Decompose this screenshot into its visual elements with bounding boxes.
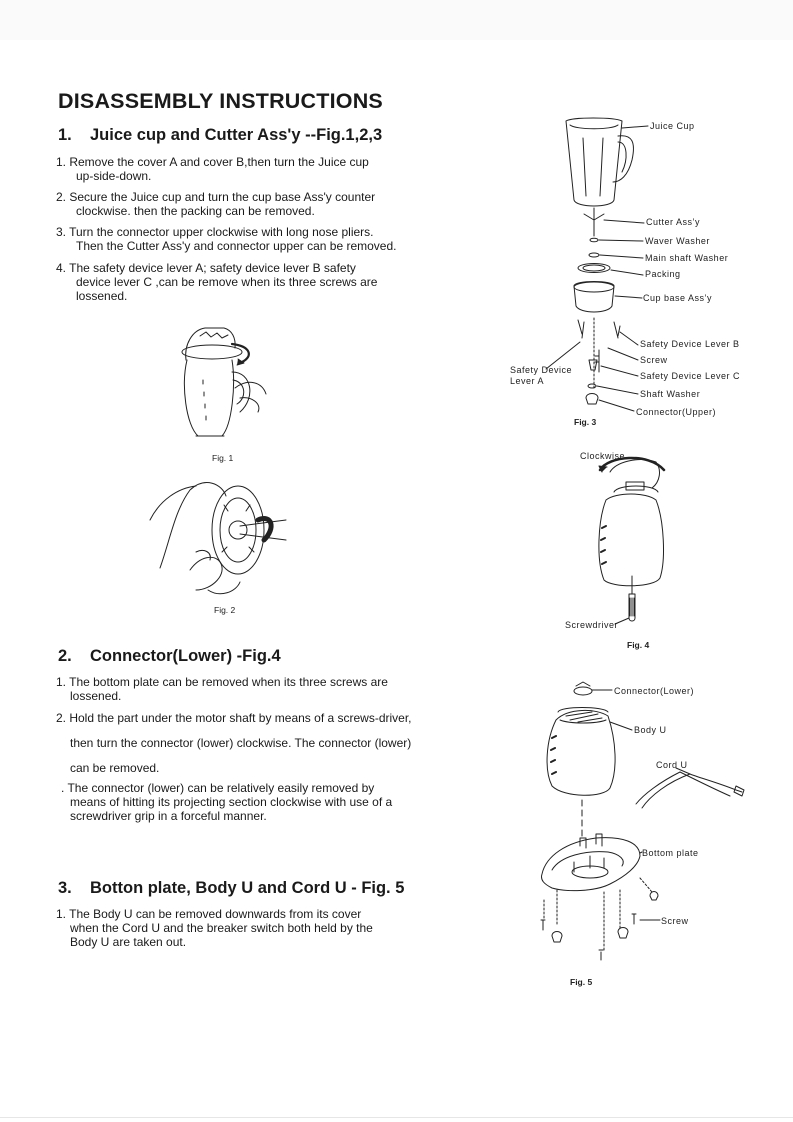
step-line: when the Cord U and the breaker switch both held by the (70, 921, 373, 935)
fig5-label-body-u: Body U (634, 725, 667, 735)
fig5-label-connector-lower: Connector(Lower) (614, 686, 695, 696)
step-line: lossened. (70, 689, 122, 703)
fig3-label-cup-base: Cup base Ass’y (643, 293, 713, 303)
step-line: 1. The Body U can be removed downwards from its cover (56, 907, 362, 921)
fig3-label-shaft-washer: Shaft Washer (640, 389, 701, 399)
fig3-label-connector-upper: Connector(Upper) (636, 407, 717, 417)
step-line: lossened. (76, 289, 128, 303)
fig5-caption: Fig. 5 (570, 977, 593, 987)
fig5-label-screw: Screw (661, 916, 689, 926)
section-heading-text: Botton plate, Body U and Cord U - Fig. 5 (90, 879, 405, 897)
step-line: screwdriver grip in a forceful manner. (70, 809, 267, 823)
step-line: 4. The safety device lever A; safety device lever B safety (56, 261, 356, 275)
fig3-label-lever-a-line1: Safety Device (510, 365, 573, 375)
step-line: Then the Cutter Ass'y and connector upper can be removed. (76, 239, 397, 253)
step-line: means of hitting its projecting section clockwise with use of a (70, 795, 393, 809)
fig3-label-lever-a-line2: Lever A (510, 376, 545, 386)
step-line: . The connector (lower) can be relatively easily removed by (61, 781, 375, 795)
step-line: clockwise. then the packing can be removed. (76, 204, 315, 218)
fig2-caption: Fig. 2 (214, 605, 236, 615)
fig3-label-screw: Screw (640, 355, 668, 365)
fig4-label-clockwise: Clockwise (580, 451, 626, 461)
step-line: then turn the connector (lower) clockwise. The connector (lower) (70, 736, 412, 750)
fig1-illustration (182, 328, 266, 436)
fig4-illustration (599, 458, 664, 624)
fig3-label-cutter: Cutter Ass’y (646, 217, 701, 227)
fig2-illustration (150, 483, 286, 594)
section-number: 3. (58, 879, 72, 897)
step-line: 1. The bottom plate can be removed when its three screws are (56, 675, 388, 689)
fig5-label-bottom-plate: Bottom plate (642, 848, 699, 858)
fig3-label-main-shaft-washer: Main shaft Washer (645, 253, 729, 263)
step-line: can be removed. (70, 761, 160, 775)
fig5-illustration (541, 682, 744, 960)
step-line: 2. Hold the part under the motor shaft by means of a screws-driver, (56, 711, 412, 725)
step-line: 1. Remove the cover A and cover B,then turn the Juice cup (56, 155, 369, 169)
section-number: 1. (58, 126, 72, 144)
fig3-label-packing: Packing (645, 269, 681, 279)
step-line: 2. Secure the Juice cup and turn the cup base Ass'y counter (56, 190, 376, 204)
section-heading-text: Connector(Lower) -Fig.4 (90, 647, 281, 665)
fig3-label-juice-cup: Juice Cup (650, 121, 695, 131)
fig4-caption: Fig. 4 (627, 640, 650, 650)
step-line: Body U are taken out. (70, 935, 187, 949)
section-heading-text: Juice cup and Cutter Ass'y --Fig.1,2,3 (90, 126, 383, 144)
step-line: 3. Turn the connector upper clockwise with long nose pliers. (56, 225, 374, 239)
fig3-caption: Fig. 3 (574, 417, 597, 427)
fig1-caption: Fig. 1 (212, 453, 234, 463)
step-line: up-side-down. (76, 169, 152, 183)
fig4-label-screwdriver: Screwdriver (565, 620, 619, 630)
step-line: device lever C ,can be remove when its three screws are (76, 275, 378, 289)
section-number: 2. (58, 647, 72, 665)
page-title: DISASSEMBLY INSTRUCTIONS (58, 89, 383, 113)
fig3-label-waver-washer: Waver Washer (645, 236, 710, 246)
fig5-label-cord-u: Cord U (656, 760, 688, 770)
fig3-label-lever-c: Safety Device Lever C (640, 371, 741, 381)
fig3-label-lever-b: Safety Device Lever B (640, 339, 740, 349)
